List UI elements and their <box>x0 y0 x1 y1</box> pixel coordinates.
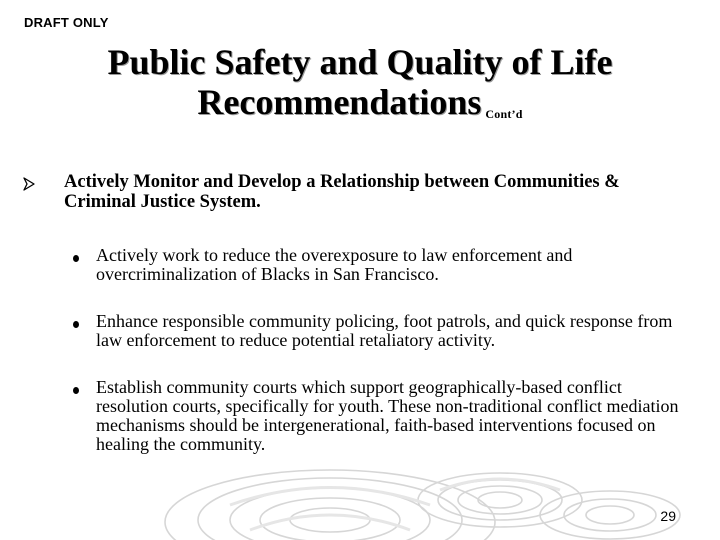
bullet-dot-icon <box>73 321 79 328</box>
bullet-dot-icon <box>73 255 79 262</box>
bullet-dot-icon <box>73 387 79 394</box>
list-item-text: Actively work to reduce the overexposure to law enforcement and overcriminalization of Blacks in San Francisco. <box>96 245 573 284</box>
list-item-text: Establish community courts which support geographically-based conflict resolution courts, specifically for youth. These non-traditional conflict mediation mechanisms should be intergenerational, faith-based interventions focused on healing the community. <box>96 377 679 454</box>
list-item <box>70 246 680 284</box>
title-line-1: Public Safety and Quality of Life <box>107 42 613 82</box>
main-bullet <box>22 172 682 212</box>
list-item <box>70 312 680 350</box>
draft-label: DRAFT ONLY <box>24 15 109 30</box>
arrow-bullet-icon <box>22 177 36 191</box>
title-line-2: Recommendations <box>197 82 482 122</box>
page-number: 29 <box>660 508 676 524</box>
list-item-text: Enhance responsible community policing, foot patrols, and quick response from law enforcement to reduce potential retaliatory activity. <box>96 311 673 350</box>
page-title <box>60 42 660 130</box>
title-continued-suffix: Cont’d <box>485 107 523 121</box>
list-item <box>70 378 680 454</box>
main-bullet-text: Actively Monitor and Develop a Relationship between Communities & Criminal Justice System. <box>64 172 620 212</box>
